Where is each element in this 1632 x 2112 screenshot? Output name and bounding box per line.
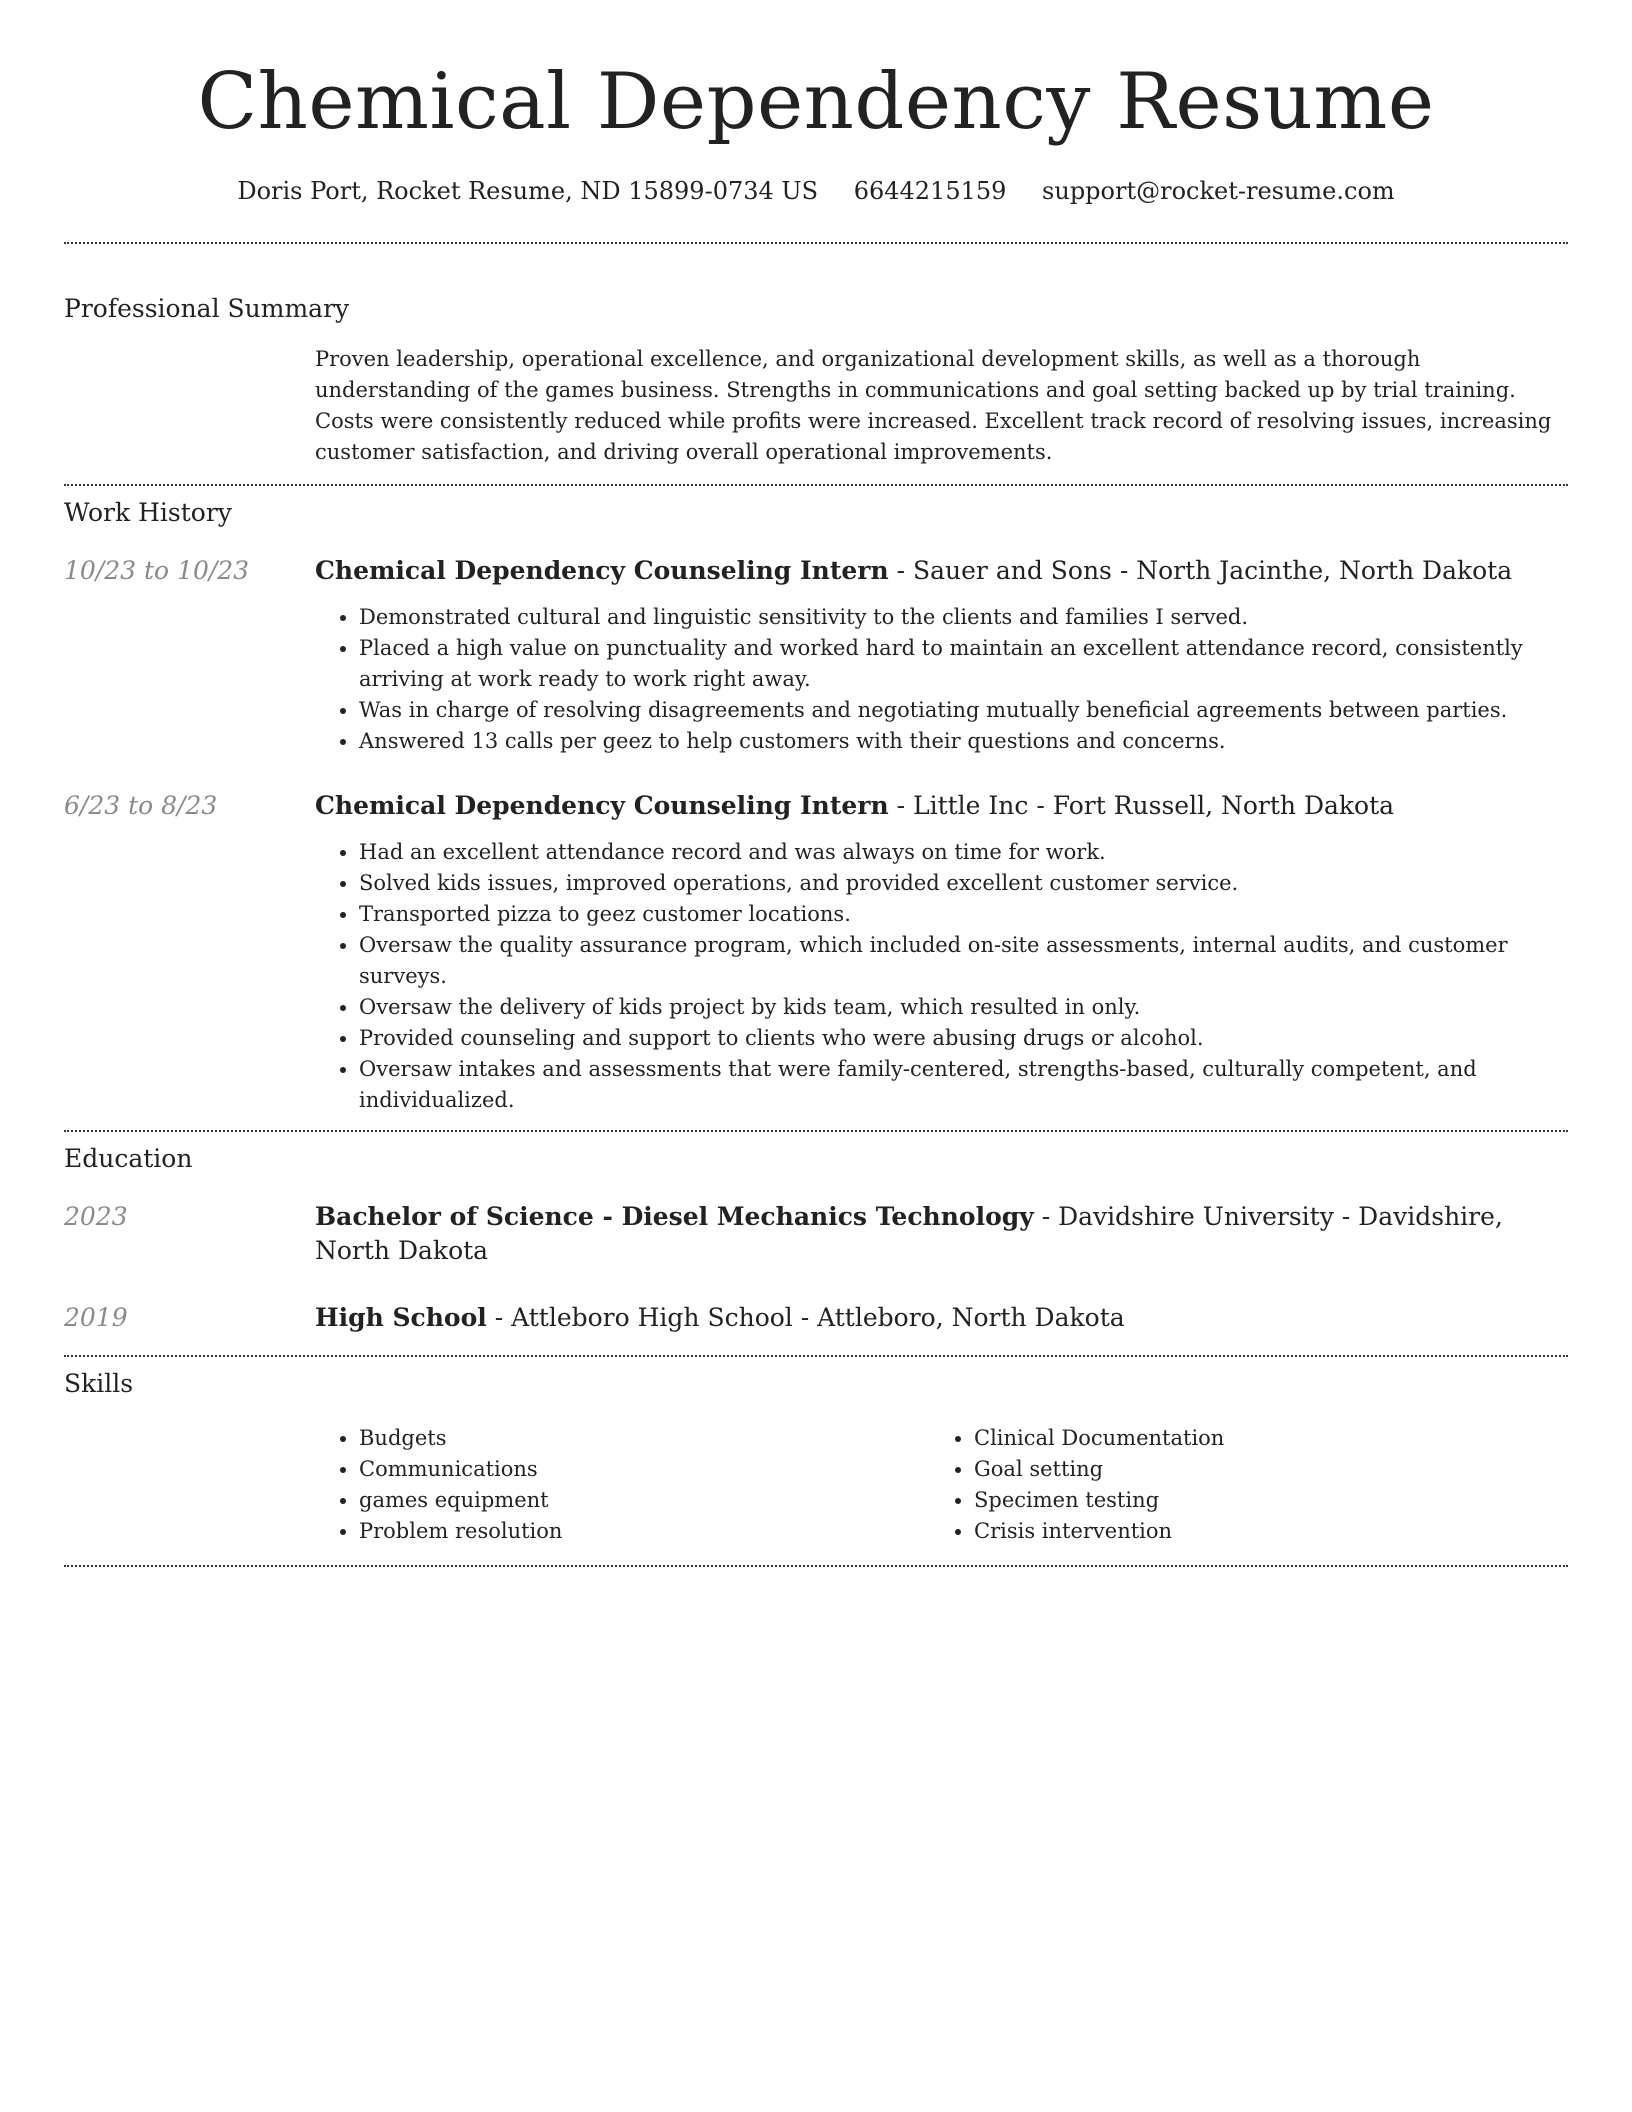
list-item: • Answered 13 calls per geez to help customers with their questions and concerns. [359,726,1568,757]
job-heading [315,554,1568,588]
contact-phone: 6644215159 [853,177,1007,205]
list-item: • Provided counseling and support to clients who were abusing drugs or alcohol. [359,1023,1568,1054]
job-bullets [315,602,1568,757]
list-item: • Oversaw the quality assurance program, which included on-site assessments, internal audits, and customer surveys. [359,930,1568,992]
section-heading-education: Education [64,1144,193,1173]
education-degree: Bachelor of Science - Diesel Mechanics Technology [315,1202,1034,1231]
skill-item: • games equipment [359,1485,930,1516]
education-section [64,1132,1568,1335]
list-item: • Oversaw intakes and assessments that were family-centered, strengths-based, culturally competent, and individualized. [359,1054,1568,1116]
resume-title: Chemical Dependency Resume [197,57,1435,147]
list-item: • Oversaw the delivery of kids project by kids team, which resulted in only. [359,992,1568,1023]
education-year: 2023 [64,1202,128,1231]
education-heading [315,1301,1568,1335]
job-role: Chemical Dependency Counseling Intern [315,791,889,820]
skills-column-left [315,1423,930,1547]
education-entry [64,1301,1568,1335]
education-heading [315,1200,1568,1268]
skill-item: • Problem resolution [359,1516,930,1547]
education-degree: High School [315,1303,487,1332]
education-entry [64,1200,1568,1268]
section-heading-work-history: Work History [64,498,232,527]
list-item: • Demonstrated cultural and linguistic sensitivity to the clients and families I served. [359,602,1568,633]
contact-address: Doris Port, Rocket Resume, ND 15899-0734 US [237,177,819,205]
job-employer-location: - Sauer and Sons - North Jacinthe, North Dakota [888,556,1513,585]
education-school: - Davidshire University - Davidshire, North Dakota [315,1202,1503,1265]
contact-line [64,174,1568,208]
section-heading-summary: Professional Summary [64,294,350,323]
job-role: Chemical Dependency Counseling Intern [315,556,889,585]
skill-item: • Goal setting [974,1454,1545,1485]
education-school: - Attleboro High School - Attleboro, North Dakota [486,1303,1125,1332]
work-history-section [64,486,1568,1116]
list-item: • Transported pizza to geez customer locations. [359,899,1568,930]
job-heading [315,789,1568,823]
skills-grid [315,1423,1568,1547]
job-entry [64,554,1568,757]
summary-section [64,244,1568,468]
job-dates: 10/23 to 10/23 [64,556,250,585]
section-divider [64,1565,1568,1567]
skills-column-right [930,1423,1545,1547]
skill-item: • Communications [359,1454,930,1485]
list-item: • Had an excellent attendance record and was always on time for work. [359,837,1568,868]
education-year: 2019 [64,1303,128,1332]
job-entry [64,789,1568,1116]
list-item: • Placed a high value on punctuality and worked hard to maintain an excellent attendance record, consistently arriving at work ready to work right away. [359,633,1568,695]
list-item: • Was in charge of resolving disagreements and negotiating mutually beneficial agreements between parties. [359,695,1568,726]
skill-item: • Clinical Documentation [974,1423,1545,1454]
job-dates: 6/23 to 8/23 [64,791,218,820]
skills-section [64,1357,1568,1547]
section-heading-skills: Skills [64,1369,134,1398]
skill-item: • Specimen testing [974,1485,1545,1516]
skill-item: • Crisis intervention [974,1516,1545,1547]
skill-item: • Budgets [359,1423,930,1454]
summary-text: Proven leadership, operational excellence, and organizational development skills, as well as a thorough understanding of the games business. Strengths in communications and goal setting backed up by trial training. Costs were consistently reduced while profits were increased. Excellent track record of resolving issues, increasing customer satisfaction, and driving overall operational improvements. [315,347,1552,464]
contact-email: support@rocket-resume.com [1042,177,1395,205]
job-employer-location: - Little Inc - Fort Russell, North Dakota [888,791,1395,820]
job-bullets [315,837,1568,1116]
list-item: • Solved kids issues, improved operations, and provided excellent customer service. [359,868,1568,899]
